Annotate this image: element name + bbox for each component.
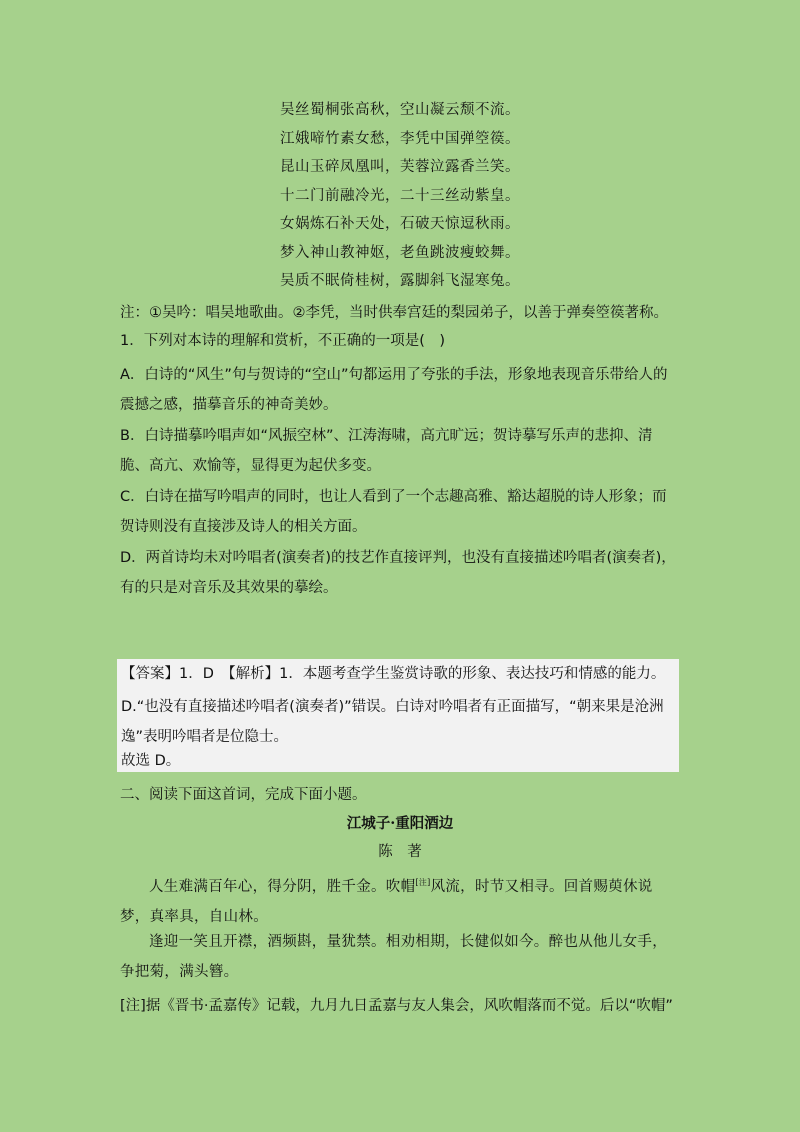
answer-line: 【答案】1．D 【解析】1．本题考查学生鉴赏诗歌的形象、表达技巧和情感的能力。: [121, 666, 666, 682]
option-a: A．白诗的“风生”句与贺诗的“空山”句都运用了夸张的手法，形象地表现音乐带给人的震撼之感，描摹音乐的神奇美妙。: [120, 367, 668, 413]
poem-line: 梦入神山教神妪，老鱼跳波瘦蛟舞。: [280, 244, 520, 261]
ci-text: 人生难满百年心，得分阴，胜千金。吹帽: [149, 878, 416, 895]
ci-text: 风流，时节又相寻。回首赐萸休说梦，真率具，自山林。: [120, 878, 653, 925]
answer-explanation: D.“也没有直接描述吟唱者(演奏者)”错误。白诗对吟唱者有正面描写，“朝来果是沧洲逸”表明吟唱者是位隐士。: [121, 699, 664, 745]
ci-footnote: [注]据《晋书·孟嘉传》记载，九月九日孟嘉与友人集会，风吹帽落而不觉。后以“吹帽”: [120, 998, 673, 1014]
answer-conclusion: 故选 D。: [121, 753, 181, 769]
footnote-marker: [注]: [415, 878, 431, 887]
option-b: B．白诗描摹吟唱声如“风振空林”、江涛海啸，高亢旷远；贺诗摹写乐声的悲抑、清脆、高亢、欢愉等，显得更为起伏多变。: [120, 428, 653, 474]
poem-note: 注：①吴吟：唱吴地歌曲。②李凭，当时供奉宫廷的梨园弟子，以善于弹奏箜篌著称。: [120, 305, 668, 321]
poem-line: 吴质不眠倚桂树，露脚斜飞湿寒兔。: [280, 273, 520, 289]
poem-line: 十二门前融冷光，二十三丝动紫皇。: [280, 187, 520, 204]
ci-title: 江城子·重阳酒边: [346, 815, 454, 832]
ci-text: 逢迎一笑且开襟，酒频斟，量犹禁。相劝相期，长健似如今。醉也从他儿女手，争把菊，满头簪。: [120, 934, 667, 980]
section-2-heading: 二、阅读下面这首词，完成下面小题。: [120, 787, 367, 803]
question-1: 1．下列对本诗的理解和赏析，不正确的一项是( ): [120, 333, 446, 349]
ci-author: 陈 著: [378, 844, 422, 860]
poem-line: 昆山玉碎凤凰叫，芙蓉泣露香兰笑。: [280, 159, 520, 175]
option-c: C．白诗在描写吟唱声的同时，也让人看到了一个志趣高雅、豁达超脱的诗人形象；而贺诗则没有直接涉及诗人的相关方面。: [120, 489, 667, 535]
ci-paragraph-2: [120, 927, 680, 987]
option-d: D．两首诗均未对吟唱者(演奏者)的技艺作直接评判，也没有直接描述吟唱者(演奏者)，有的只是对音乐及其效果的摹绘。: [120, 550, 676, 596]
poem: [0, 96, 800, 296]
answer-box: [117, 659, 679, 772]
poem-line: 吴丝蜀桐张高秋，空山凝云颓不流。: [280, 102, 520, 118]
ci-paragraph-1: [120, 868, 680, 932]
poem-line: 江娥啼竹素女愁，李凭中国弹箜篌。: [280, 130, 520, 147]
poem-line: 女娲炼石补天处，石破天惊逗秋雨。: [280, 216, 520, 232]
